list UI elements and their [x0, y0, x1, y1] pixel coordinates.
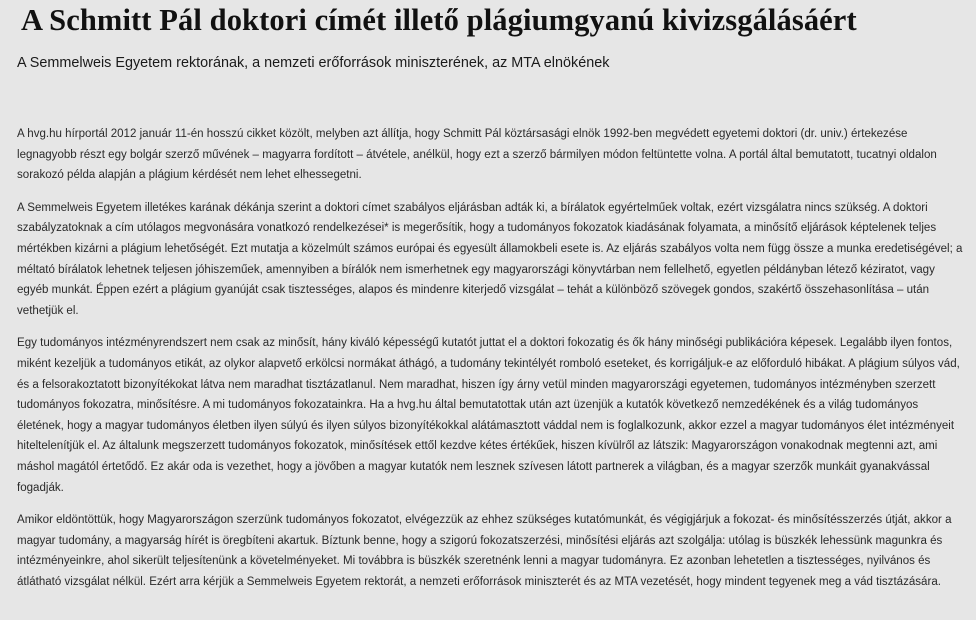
paragraph-2: A Semmelweis Egyetem illetékes karának dékánja szerint a doktori címet szabályos eljárásban adták ki, a bírálatok egyértelműek voltak, ezért vizsgálatra nincs szükség. A doktori szabályzatoknak a cím utólagos megvonására vonatkozó rendelkezései* is megerősítik, hogy a tudományos fokozatok kiadásának folyamata, a minősítő eljárások képtelenek teljes mértékben kizárni a plágium lehetőségét. Ezt mutatja a közelmúlt számos európai és egyesült államokbeli esete is. Az eljárás szabályos volta nem függ össze a munka eredetiségével; a méltató bírálatok lehetnek teljesen jóhiszeműek, amennyiben a bírálók nem ismerhetnek egy magyarországi könyvtárban nem fellelhető, egyetlen példányban létező kéziratot, vagy egyéb munkát. Éppen ezért a plágium gyanúját csak tisztességes, alapos és mindenre kiterjedő vizsgálat – tehát a különböző szövegek gondos, szakértő összehasonlítása – után vethetjük el.: [17, 201, 963, 317]
paragraph-4: Amikor eldöntöttük, hogy Magyarországon szerzünk tudományos fokozatot, elvégezzük az ehhez szükséges kutatómunkát, és végigjárjuk a fokozat- és minősítésszerzés útját, akkor a magyar tudomány, a magyarság hírét is öregbíteni akartuk. Bíztunk benne, hogy a szigorú fokozatszerzési, minősítési eljárás azt szolgálja: utólag is büszkék lehessünk magunkra és intézményeinkre, ahol sikerült teljesítenünk a követelményeket. Mi továbbra is büszkék szeretnénk lenni a magyar tudományra. Ez azonban lehetetlen a tisztességes, nyilvános és átlátható vizsgálat nélkül. Ezért arra kérjük a Semmelweis Egyetem rektorát, a nemzeti erőforrások miniszterét és az MTA vezetését, hogy mindent tegyenek meg a vád tisztázására.: [17, 514, 952, 588]
paragraph-3: Egy tudományos intézményrendszert nem csak az minősít, hány kiváló képességű kutatót juttat el a doktori fokozatig és ők hány minőségi publikációra képesek. Legalább ilyen fontos, miként kezeljük a tudományos etikát, az olykor alapvető erkölcsi normákat áthágó, a tudomány tekintélyét romboló eseteket, és korrigáljuk-e az előforduló hibákat. A plágium súlyos vád, és a felsorakoztatott bizonyítékokat látva nem maradhat tisztázatlanul. Nem maradhat, hiszen így árny vetül minden magyarországi egyetemen, tudományos intézményben szerzett tudományos fokozatra, minősítésre. A mi tudományos fokozatainkra. Ha a hvg.hu által bemutatottak után azt üzenjük a kutatók következő nemzedékének és a világ tudományos életének, hogy a magyar tudományos életben ilyen súlyú és ilyen súlyos bizonyítékokkal alátámasztott váddal nem is foglalkozunk, akkor ezzel a magyar tudományos élet intézményeit hiteltelenítjük el. Az általunk megszerzett tudományos fokozatok, minősítések ettől kezdve kétes értékűek, hiszen kívülről az látszik: Magyarországon vonakodnak megtenni azt, ami máshol magától értetődő. Ez akár oda is vezethet, hogy a jövőben a magyar kutatók nem lesznek szívesen látott partnerek a világban, és a magyar szerzők munkáit gyanakvással fogadják.: [17, 337, 960, 494]
paragraph-1: A hvg.hu hírportál 2012 január 11-én hosszú cikket közölt, melyben azt állítja, hogy Schmitt Pál köztársasági elnök 1992-ben megvédett egyetemi doktori (dr. univ.) értekezése legnagyobb részt egy bolgár szerző művének – magyarra fordított – átvétele, anélkül, hogy ezt a szerző bármilyen módon feltüntette volna. A portál által bemutatott, tucatnyi oldalon sorakozó példa alapján a plágium kérdését nem lehet elhessegetni.: [17, 128, 937, 182]
petition-addressees: A Semmelweis Egyetem rektorának, a nemzeti erőforrások miniszterének, az MTA elnökének: [17, 55, 610, 71]
petition-body: [17, 124, 967, 604]
petition-title: A Schmitt Pál doktori címét illető plágiumgyanú kivizsgálásáért: [21, 3, 857, 37]
